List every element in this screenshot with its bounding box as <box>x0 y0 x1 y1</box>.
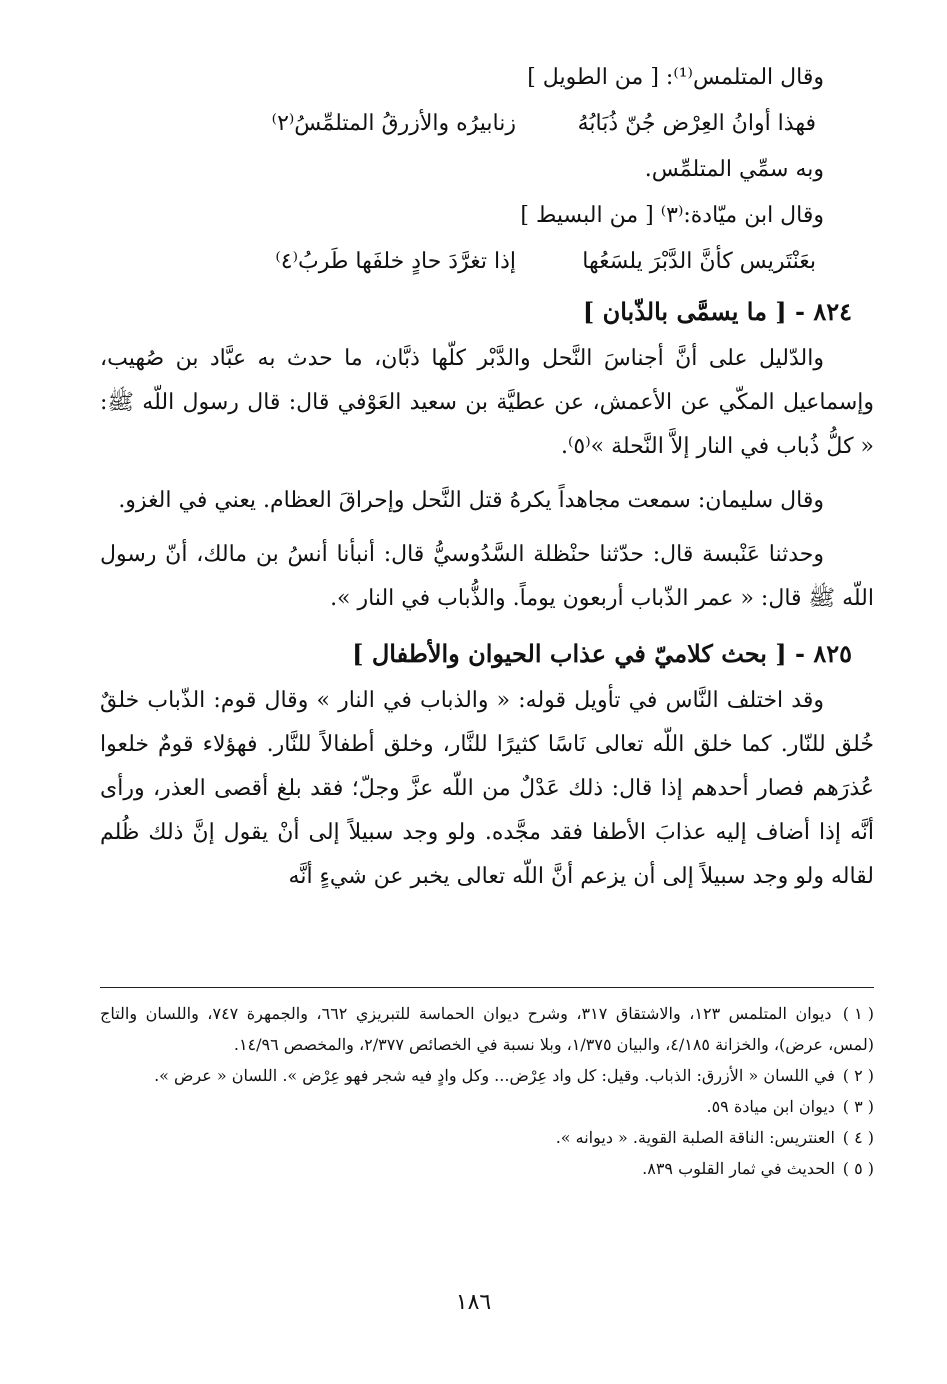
paragraph: وحدثنا عَنْبسة قال: حدّثنا حنْظلة السَّدُوسيُّ قال: أنبأنا أنسُ بن مالك، أنّ رسول اللّه ﷺ قال: « عمر الذّباب أربعون يوماً. والذُّباب في النار ». <box>100 542 874 611</box>
footnote-text: ديوان المتلمس ١٢٣، والاشتقاق ٣١٧، وشرح ديوان الحماسة للتبريزي ٦٦٢، والجمهرة ٧٤٧، واللسان والتاج (لمس، عرض)، والخزانة ٤/١٨٥، والبيان ١/٣٧٥، وبلا نسبة في الخصائص ٢/٣٧٧، والمخصص ١٤/٩٦. <box>100 1004 874 1054</box>
footnote-text: العنتريس: الناقة الصلبة القوية. « ديوانه ». <box>555 1128 835 1147</box>
verse-intro-ibn-mayyada: وقال ابن ميّادة:⁽٣⁾ [ من البسيط ] <box>520 203 824 228</box>
page-number: ١٨٦ <box>455 1290 492 1315</box>
footnote-text: ديوان ابن ميادة ٥٩. <box>706 1097 835 1116</box>
footnote-4 <box>100 1122 874 1153</box>
footnotes <box>100 998 874 1184</box>
footnote-5 <box>100 1153 874 1184</box>
verse-hemistich-right: فهذا أوانُ العِرْض جُنّ ذُبَابُهُ <box>577 111 816 136</box>
footnote-number: ( ٤ ) <box>842 1128 874 1147</box>
main-text <box>100 55 874 909</box>
paragraph: وقال سليمان: سمعت مجاهداً يكرهُ قتل النَّحل وإحراقَ العظام. يعني في الغزو. <box>118 488 824 513</box>
footnote-text: في اللسان « الأزرق: الذباب. وقيل: كل واد عِرْض... وكل وادٍ فيه شجر فهو عِرْض ». اللسان « عرض ». <box>154 1066 835 1085</box>
section-heading-824: ٨٢٤ - [ ما يسمَّى بالذّبان ] <box>582 297 852 326</box>
footnote-number: ( ٢ ) <box>842 1066 874 1085</box>
footnote-text: الحديث في ثمار القلوب ٨٣٩. <box>642 1159 835 1178</box>
text-line: وبه سمِّي المتلمِّس. <box>644 157 824 182</box>
paragraph: وقد اختلف النَّاس في تأويل قوله: « والذباب في النار » وقال قوم: الذّباب خلقٌ خُلق للنّار. كما خلق اللّه تعالى نَاسًا كثيرًا للنَّار، وخلق أطفالاً للنَّار. فهؤلاء قومٌ خلعوا عُذرَهم فصار أحدهم إذا قال: ذلك عَدْلٌ من اللّه عزَّ وجلّ؛ فقد بلغ أقصى العذر، ورأى أنَّه إذا أضاف إليه عذابَ الأطفا فقد مجَّده. ولو وجد سبيلاً إلى أنْ يقول إنَّ ذلك ظُلم لقاله ولو وجد سبيلاً إلى أن يزعم أنَّ اللّه تعالى يخبر عن شيءٍ أنَّه <box>100 688 874 889</box>
verse-hemistich-right: بعَنْتَريس كأنَّ الدَّبْرَ يلسَعُها <box>582 249 816 274</box>
paragraph: والدّليل على أنَّ أجناسَ النَّحل والدَّبْر كلّها ذبَّان، ما حدث به عبَّاد بن صُهيب، وإسماعيل المكّي عن الأعمش، عن عطيَّة بن سعيد العَوْفي قال: قال رسول اللّه ﷺ: « كلُّ ذُباب في النار إلاَّ النَّحلة »⁽٥⁾. <box>100 346 874 459</box>
footnote-number: ( ١ ) <box>842 1004 875 1023</box>
footnote-3 <box>100 1091 874 1122</box>
verse-hemistich-left: إذا تغرَّدَ حادٍ خلفَها طَربُ⁽٤⁾ <box>275 249 516 274</box>
verse-hemistich-left: زنابيرُه والأزرقُ المتلمِّسُ⁽٢⁾ <box>271 111 516 136</box>
footnote-1 <box>100 998 874 1060</box>
verse-intro-mutalammis: وقال المتلمس⁽¹⁾: [ من الطويل ] <box>527 65 824 90</box>
footnote-2 <box>100 1060 874 1091</box>
footnote-divider <box>100 987 874 988</box>
section-heading-825: ٨٢٥ - [ بحث كلاميّ في عذاب الحيوان والأطفال ] <box>352 639 852 668</box>
verse-line-1 <box>100 101 874 147</box>
verse-line-2 <box>100 239 874 285</box>
footnote-number: ( ٣ ) <box>842 1097 874 1116</box>
footnote-number: ( ٥ ) <box>842 1159 874 1178</box>
